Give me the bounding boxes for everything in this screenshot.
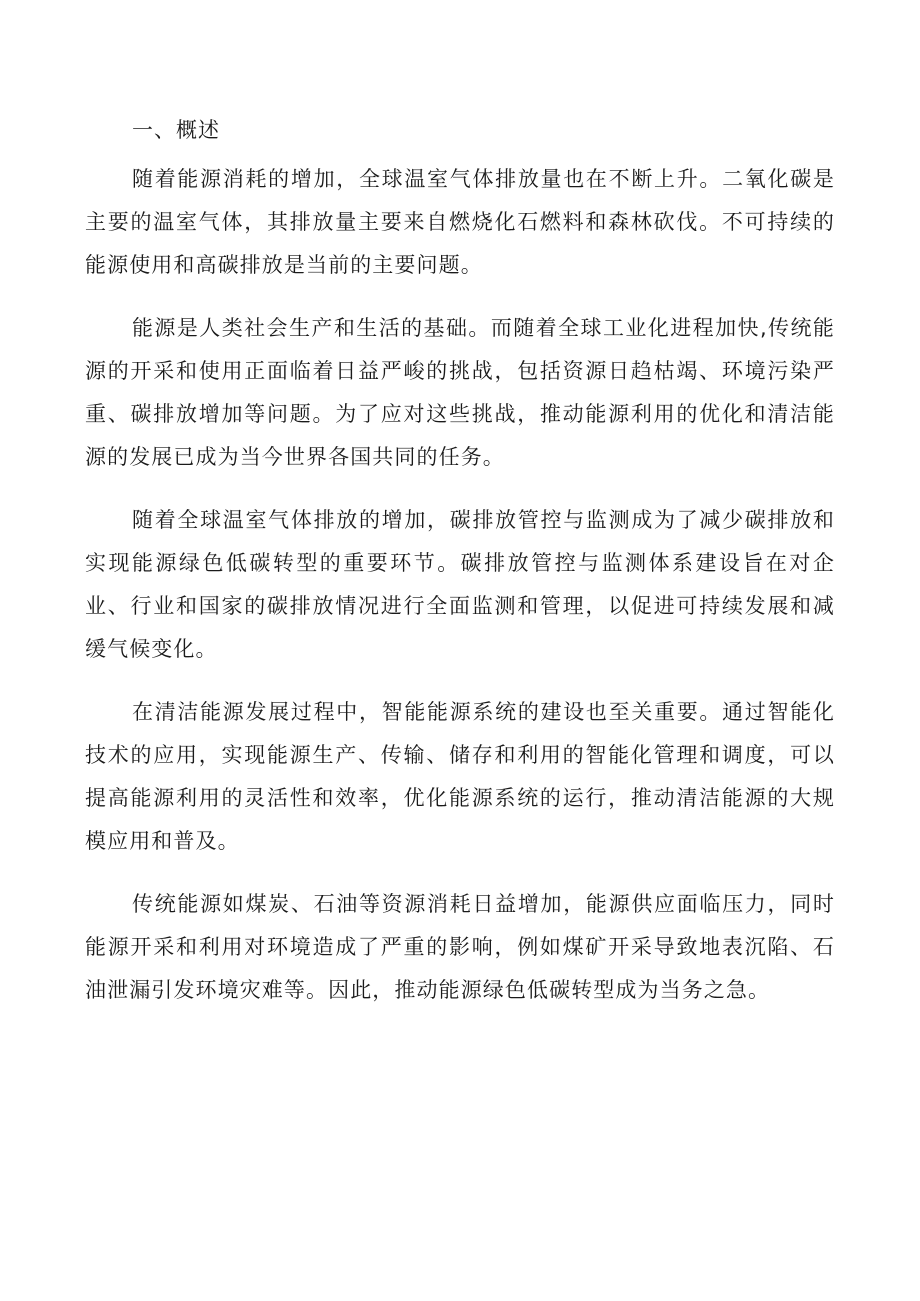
paragraph-1: 随着能源消耗的增加，全球温室气体排放量也在不断上升。二氧化碳是主要的温室气体，其排放量主要来自燃烧化石燃料和森林砍伐。不可持续的能源使用和高碳排放是当前的主要问题。: [85, 167, 835, 277]
paragraph-2: 能源是人类社会生产和生活的基础。而随着全球工业化进程加快,传统能源的开采和使用正面临着日益严峻的挑战，包括资源日趋枯竭、环境污染严重、碳排放增加等问题。为了应对这些挑战，推动能源利用的优化和清洁能源的发展已成为当今世界各国共同的任务。: [85, 316, 835, 469]
paragraph-4: 在清洁能源发展过程中，智能能源系统的建设也至关重要。通过智能化技术的应用，实现能源生产、传输、储存和利用的智能化管理和调度，可以提高能源利用的灵活性和效率，优化能源系统的运行，推动清洁能源的大规模应用和普及。: [85, 700, 835, 853]
section-heading: 一、概述: [132, 118, 220, 142]
document-body: [85, 112, 835, 1032]
paragraph-3: 随着全球温室气体排放的增加，碳排放管控与监测成为了减少碳排放和实现能源绿色低碳转型的重要环节。碳排放管控与监测体系建设旨在对企业、行业和国家的碳排放情况进行全面监测和管理，以促进可持续发展和减缓气候变化。: [85, 508, 835, 661]
paragraph-5: 传统能源如煤炭、石油等资源消耗日益增加，能源供应面临压力，同时能源开采和利用对环境造成了严重的影响，例如煤矿开采导致地表沉陷、石油泄漏引发环境灾难等。因此，推动能源绿色低碳转型成为当务之急。: [85, 892, 835, 1002]
